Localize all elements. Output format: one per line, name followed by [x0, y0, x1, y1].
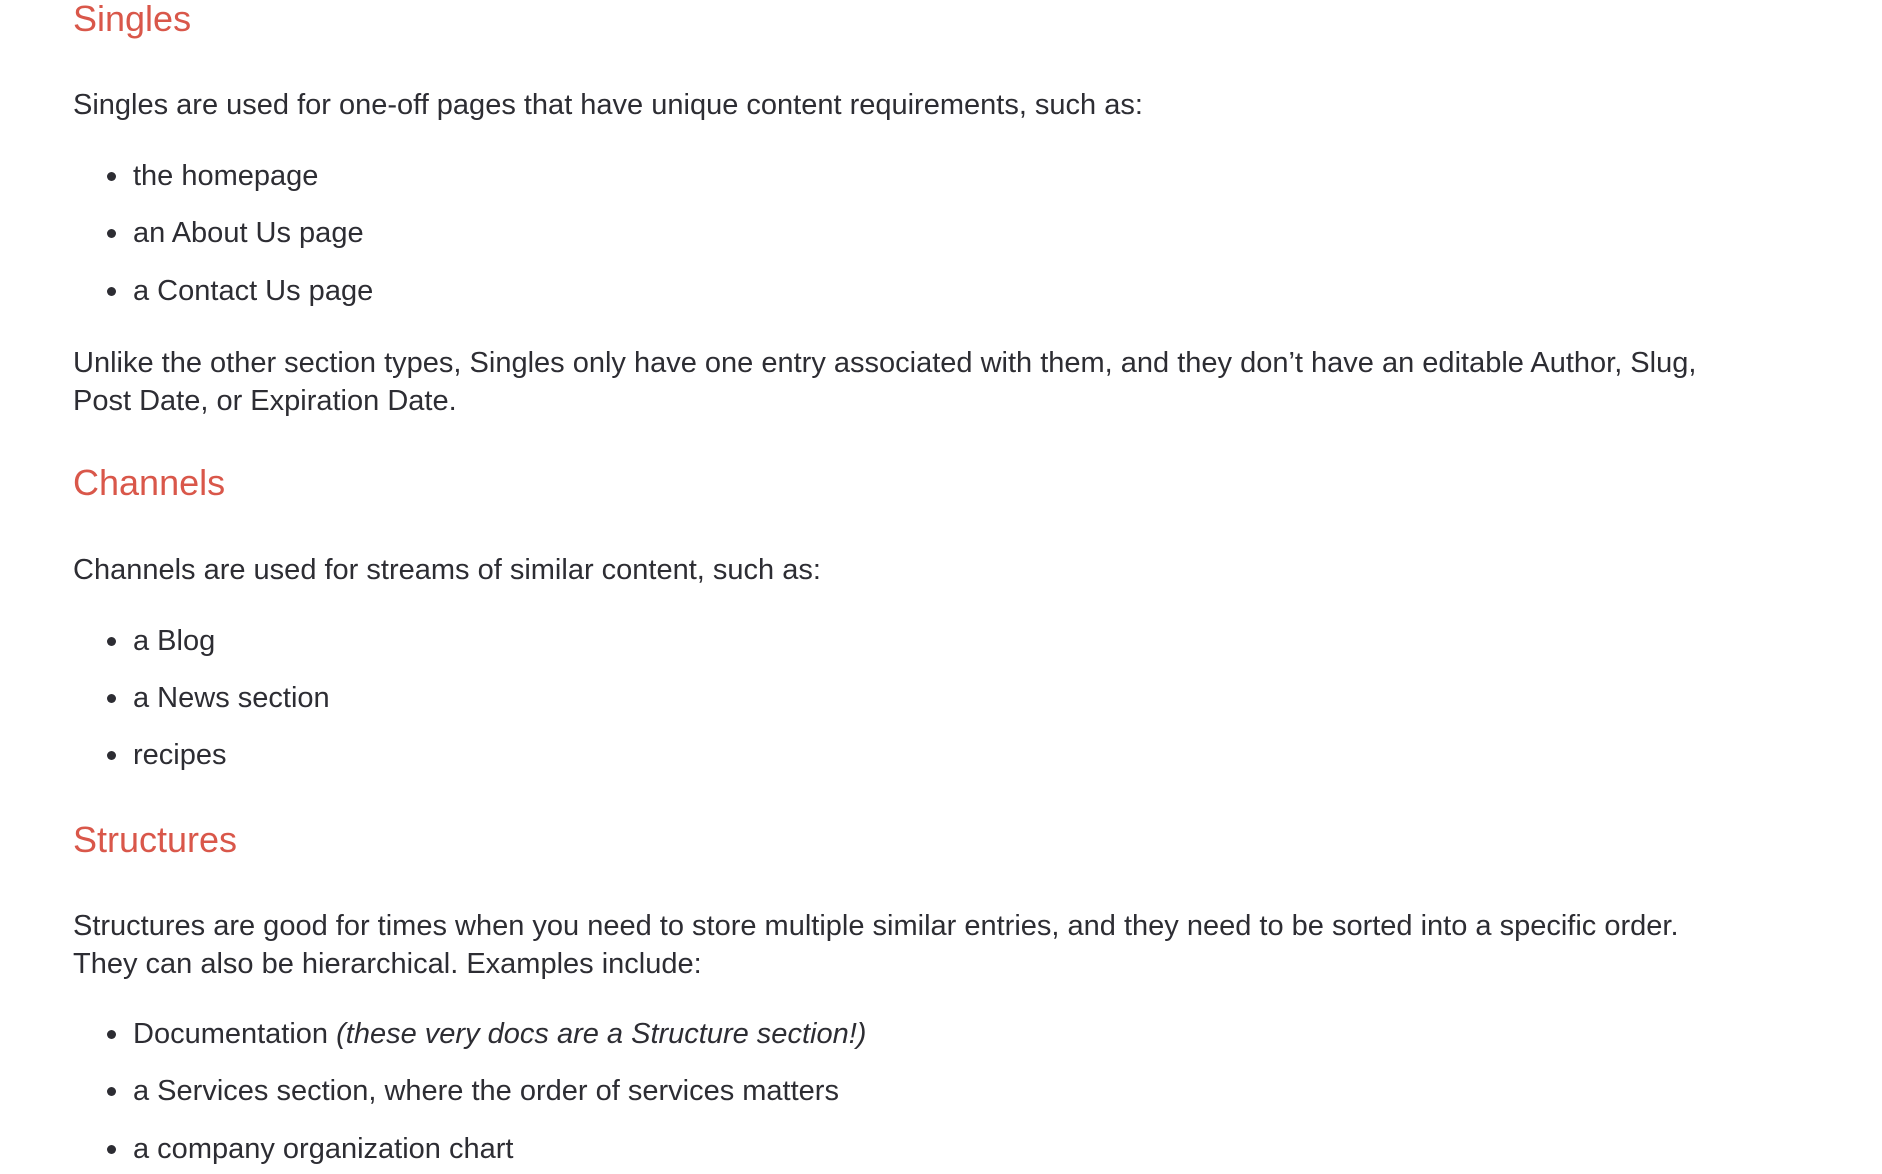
bullet-icon — [107, 637, 116, 646]
list-item — [133, 157, 318, 195]
bullet-icon — [107, 751, 116, 760]
channels-intro: Channels are used for streams of similar content, such as: — [73, 554, 821, 586]
list-item-text: Documentation — [133, 1018, 337, 1050]
list-item — [133, 1072, 839, 1110]
bullet-icon — [107, 1030, 116, 1039]
structures-intro-line-1: Structures are good for times when you need to store multiple similar entries, and they need to be sorted into a specific order. — [73, 910, 1679, 942]
bullet-icon — [107, 694, 116, 703]
heading-structures: Structures — [73, 819, 238, 860]
list-item — [133, 679, 330, 717]
heading-singles: Singles — [73, 0, 192, 39]
list-item — [133, 736, 227, 774]
list-item-emphasis: (these very docs are a Structure section!) — [336, 1018, 867, 1050]
list-item — [133, 272, 373, 310]
bullet-icon — [107, 1087, 116, 1096]
list-item-text: a company organization chart — [133, 1133, 514, 1165]
list-item-text: recipes — [133, 739, 227, 771]
list-item — [133, 1130, 513, 1168]
bullet-icon — [107, 229, 116, 238]
bullet-icon — [107, 172, 116, 181]
bullet-icon — [107, 1145, 116, 1154]
singles-intro: Singles are used for one-off pages that have unique content requirements, such as: — [73, 89, 1143, 121]
singles-note-line-1: Unlike the other section types, Singles only have one entry associated with them, and they don’t have an editable Author, Slug, — [73, 347, 1697, 379]
list-item-text: a Blog — [133, 625, 216, 657]
structures-intro-line-2: They can also be hierarchical. Examples include: — [73, 948, 702, 980]
bullet-icon — [107, 287, 116, 296]
singles-note-line-2: Post Date, or Expiration Date. — [73, 385, 457, 417]
heading-channels: Channels — [73, 462, 226, 503]
list-item-text: the homepage — [133, 160, 319, 192]
list-item — [133, 622, 215, 660]
list-item — [133, 214, 364, 252]
list-item — [133, 1015, 866, 1053]
list-item-text: a News section — [133, 682, 330, 714]
list-item-text: an About Us page — [133, 217, 364, 249]
list-item-text: a Contact Us page — [133, 275, 374, 307]
list-item-text: a Services section, where the order of services matters — [133, 1075, 839, 1107]
